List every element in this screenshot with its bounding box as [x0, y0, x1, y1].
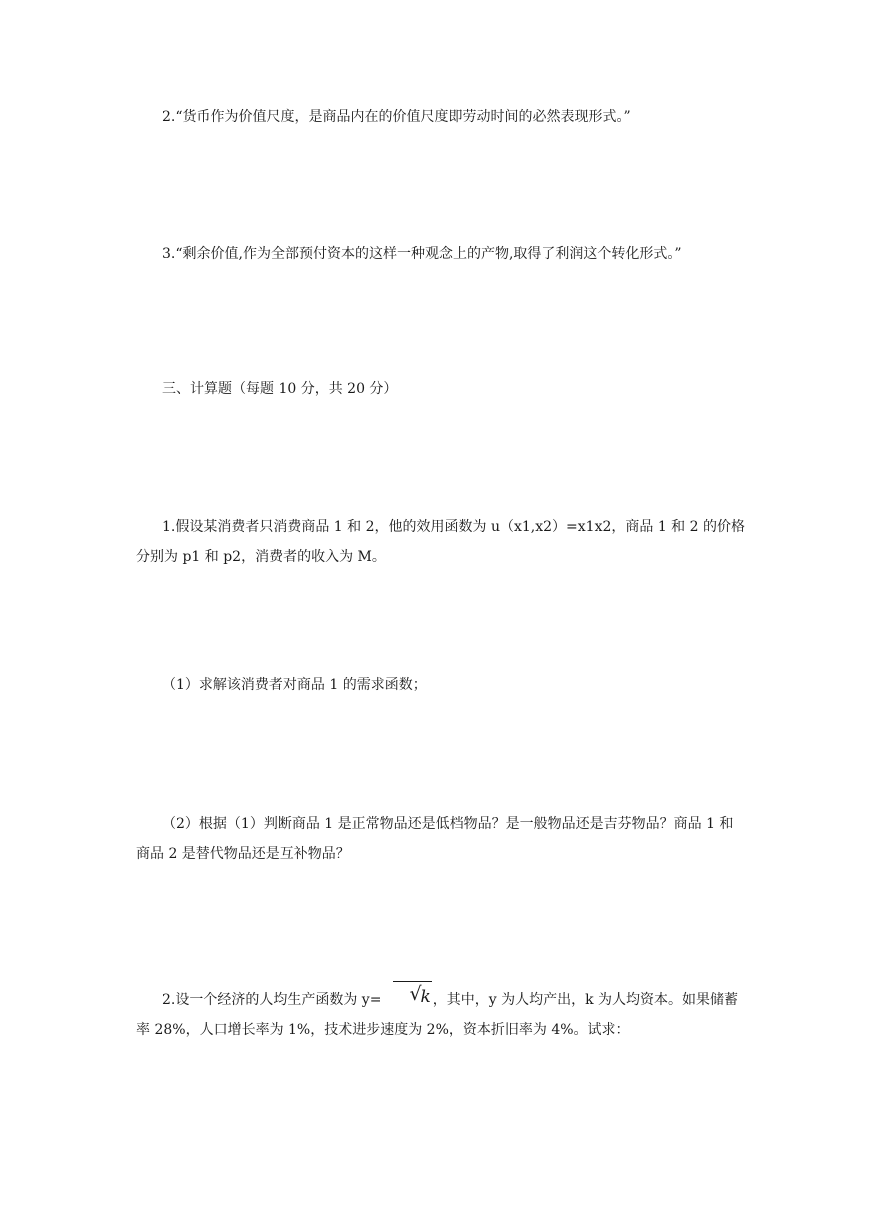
- question-3-statement: 3.“剩余价值,作为全部预付资本的这样一种观念上的产物,取得了利润这个转化形式。”: [162, 246, 682, 262]
- section-3-heading: 三、计算题（每题 10 分，共 20 分）: [162, 381, 398, 397]
- radical-sign-icon: √: [409, 983, 422, 1005]
- calc-question-1-part-1: （1）求解该消费者对商品 1 的需求函数；: [162, 677, 427, 693]
- calc-question-2-intro-after: ，其中，y 为人均产出，k 为人均资本。如果储蓄率 28%，人口增长率为 1%，技术进步速度为 2%，资本折旧率为 4%。试求：: [136, 992, 739, 1038]
- square-root-radicand: k: [420, 987, 431, 1007]
- calc-question-2-intro-before: 2.设一个经济的人均生产函数为 y=: [162, 992, 382, 1008]
- square-root-formula: [383, 982, 430, 1012]
- calc-question-1-intro: 1.假设某消费者只消费商品 1 和 2，他的效用函数为 u（x1,x2）=x1x2，商品 1 和 2 的价格分别为 p1 和 p2，消费者的收入为 M。: [136, 519, 745, 565]
- calc-question-2-intro: [136, 982, 746, 1045]
- question-2-statement: 2.“货币作为价值尺度，是商品内在的价值尺度即劳动时间的必然表现形式。”: [162, 109, 631, 125]
- calc-question-1-part-2: （2）根据（1）判断商品 1 是正常物品还是低档物品？是一般物品还是吉芬物品？商品 1 和商品 2 是替代物品还是互补物品？: [136, 816, 734, 862]
